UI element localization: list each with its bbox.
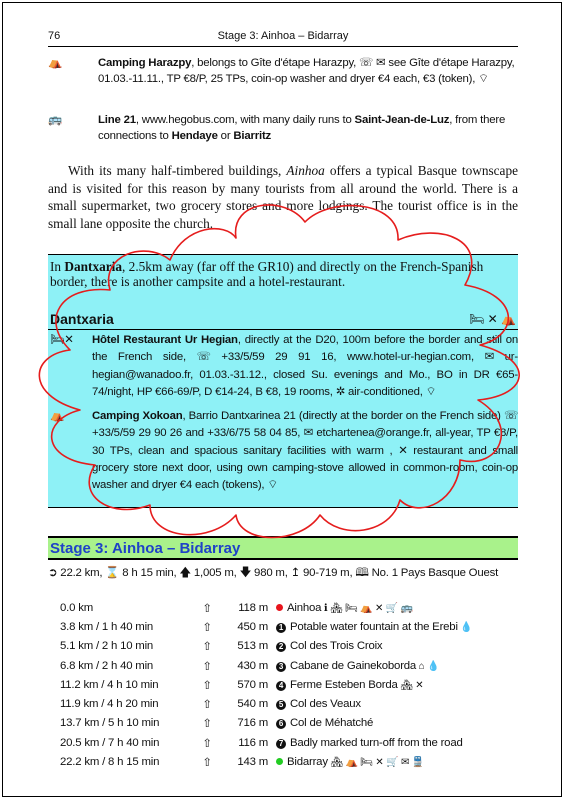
route-distance-time: 5.1 km / 2 h 10 min — [60, 640, 154, 653]
box-heading-title: Dantxaria — [50, 311, 114, 327]
route-point-name: Col des Trois Croix — [290, 640, 383, 653]
route-point-name: Badly marked turn-off from the road — [290, 736, 463, 749]
route-distance-time: 3.8 km / 1 h 40 min — [60, 620, 154, 633]
route-altitude: 450 m — [237, 620, 268, 633]
facility-icons: 🛏 ✕ ⛺ — [469, 312, 516, 326]
route-altitude: 540 m — [237, 698, 268, 711]
entry-name: Camping Xokoan — [92, 410, 183, 422]
entry-text: , directly at the D20, 100m before the border and still on the French side, ☏ +33/5/59 29 91 16, www.hotel-ur-hegian.com, ✉ ur-hegian@wanadoo.fr, 01.03.-31.12., closed Su. evenings and Mo., BO in DR €65-74/night, HP €66-69/P, D €14-24, B €8, 19 rooms, ✲ air-conditioned, ⌔ — [92, 334, 518, 398]
route-altitude: 513 m — [237, 640, 268, 653]
ascent-arrow-icon: ⇧ — [202, 660, 212, 673]
entry-name: Line 21 — [98, 114, 136, 126]
waypoint-number-icon: 5 — [276, 700, 286, 710]
campsite-icon: ⛺ — [48, 57, 62, 69]
facility-icons: 🏘 ⛺ 🛏 ✕ 🛒 ✉ 🚆 — [327, 757, 424, 769]
entry-name: Camping Harazpy — [98, 57, 192, 69]
route-point-name: Ferme Esteben Borda — [290, 678, 398, 691]
stage-title: Stage 3: Ainhoa – Bidarray — [50, 540, 241, 557]
entry-text: , belongs to Gîte d'étape Harazpy, ☏ ✉ see Gîte d'étape Harazpy, 01.03.-11.11., TP €8/P, 25 TPs, coin-op washer and dryer €4 each, €3 (token), ⌔ — [98, 57, 515, 85]
waypoint-number-icon: 6 — [276, 719, 286, 729]
paragraph-text: offers a typical Basque townscape and is visited for this reason by many tourists from all around the world. There is a small supermarket, two grocery stores and more lodgings. The tourist office is in the small lane opposite the church. — [48, 163, 518, 231]
route-distance-time: 11.2 km / 4 h 10 min — [60, 678, 159, 691]
entry-text: or — [217, 130, 234, 142]
ascent-arrow-icon: ⇧ — [202, 737, 212, 750]
route-point-name: Col de Méhatché — [290, 717, 374, 730]
ascent-arrow-icon: ⇧ — [202, 602, 212, 615]
running-title: Stage 3: Ainhoa – Bidarray — [217, 30, 349, 42]
route-altitude: 143 m — [237, 756, 268, 769]
bus-icon: 🚌 — [48, 114, 62, 126]
route-distance-time: 13.7 km / 5 h 10 min — [60, 717, 160, 730]
intro-text: , 2.5km away (far off the GR10) and directly on the French-Spanish border, there is another campsite and a hotel-restaurant. — [50, 259, 484, 289]
route-distance-time: 11.9 km / 4 h 20 min — [60, 698, 159, 711]
entry-text: , www.hegobus.com, with many daily runs to — [135, 114, 355, 126]
route-point-name: Cabane de Gainekoborda — [290, 659, 417, 672]
stage-stats: ➲ 22.2 km, ⌛ 8 h 15 min, 🡅 1,005 m, 🡇 980 m, ↥ 90-719 m, 🕮 No. 1 Pays Basque Ouest — [48, 567, 499, 579]
destination: Hendaye — [171, 130, 218, 142]
destination: Saint-Jean-de-Luz — [354, 114, 450, 126]
ascent-arrow-icon: ⇧ — [202, 718, 212, 731]
route-distance-time: 0.0 km — [60, 601, 93, 614]
destination: Biarritz — [233, 130, 272, 142]
waypoint-number-icon: 3 — [276, 662, 286, 672]
annotation-stroke — [39, 205, 519, 538]
facility-icons: ⌂ 💧 — [416, 660, 440, 672]
waypoint-number-icon: 1 — [276, 623, 286, 633]
route-distance-time: 6.8 km / 2 h 40 min — [60, 659, 154, 672]
ascent-arrow-icon: ⇧ — [202, 699, 212, 712]
facility-icons: 🏘 ✕ — [397, 679, 424, 691]
entry-name: Hôtel Restaurant Ur Hegian — [92, 334, 238, 346]
route-point-name: Col des Veaux — [290, 698, 361, 711]
waypoint-number-icon: 7 — [276, 739, 286, 749]
place-name: Ainhoa — [286, 163, 325, 178]
paragraph-text: With its many half-timbered buildings, — [68, 163, 287, 178]
route-altitude: 430 m — [237, 659, 268, 672]
route-altitude: 570 m — [237, 678, 268, 691]
ascent-arrow-icon: ⇧ — [202, 757, 212, 770]
route-point-name: Ainhoa — [287, 601, 322, 614]
intro-text: In — [50, 259, 65, 274]
waypoint-number-icon: 2 — [276, 642, 286, 652]
entry-text: , Barrio Dantxarinea 21 (directly at the border on the French side) ☏ +33/5/59 29 90 26 and +33/6/75 58 04 85, ✉ etchartenea@orange.fr, all-year, TP €8/P, 30 TPs, clean and spacious sanitary facilities with warm , ✕ restaurant and small grocery store next door, using own camping-stove allowed in common-room, coin-op washer and dryer €4 each (tokens), ⌔ — [92, 410, 519, 492]
entry-text: , from there connections to — [98, 114, 506, 142]
ascent-arrow-icon: ⇧ — [202, 679, 212, 692]
place-name: Dantxaria — [64, 259, 123, 274]
route-distance-time: 22.2 km / 8 h 15 min — [60, 756, 160, 769]
route-point-name: Potable water fountain at the Erebi — [290, 620, 458, 633]
route-altitude: 116 m — [238, 736, 268, 749]
waypoint-number-icon: 4 — [276, 681, 286, 691]
campsite-icon: ⛺ — [50, 410, 64, 422]
page-number: 76 — [48, 30, 61, 42]
route-distance-time: 20.5 km / 7 h 40 min — [60, 736, 160, 749]
facility-icons: ℹ 🏘 🛏 ⛺ ✕ 🛒 🚌 — [321, 602, 413, 614]
hotel-restaurant-icon: 🛏✕ — [50, 334, 74, 346]
ascent-arrow-icon: ⇧ — [202, 621, 212, 634]
route-altitude: 716 m — [237, 717, 268, 730]
route-altitude: 118 m — [238, 601, 268, 614]
ascent-arrow-icon: ⇧ — [202, 641, 212, 654]
route-point-name: Bidarray — [287, 756, 328, 769]
facility-icons: 💧 — [457, 621, 473, 633]
